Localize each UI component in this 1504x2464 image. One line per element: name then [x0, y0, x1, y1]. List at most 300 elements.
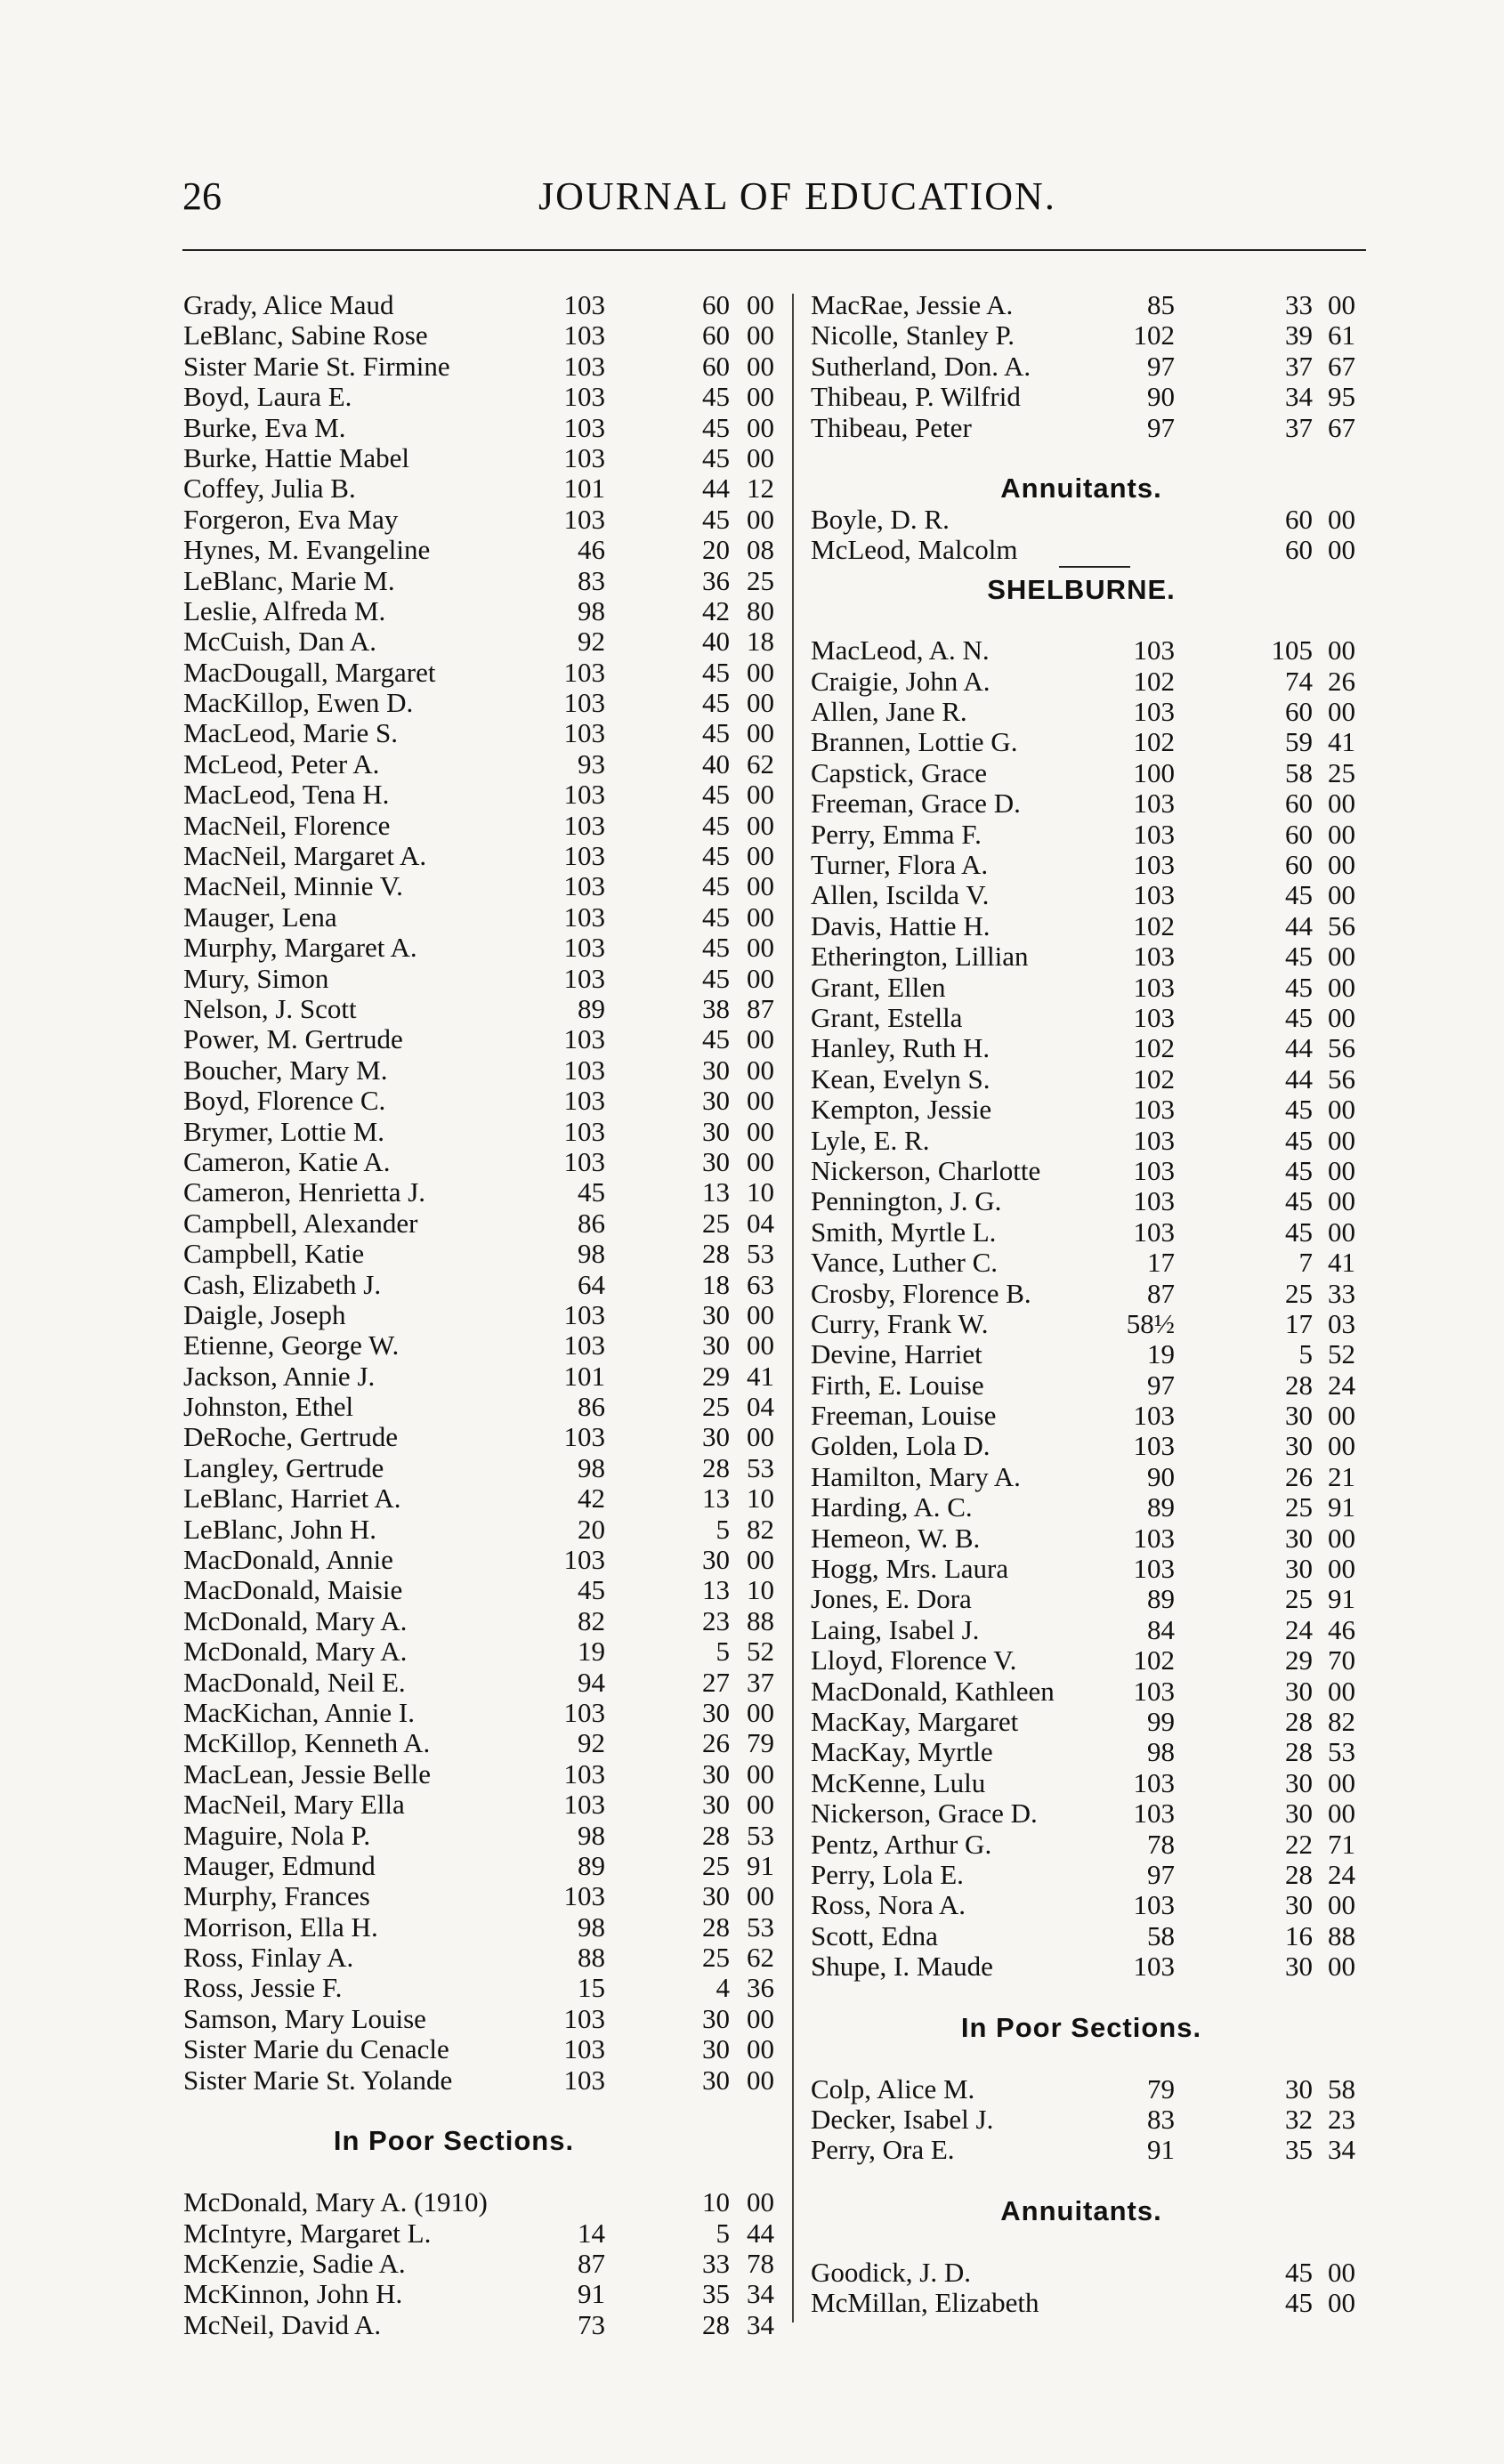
entry-name: MacLeod, A. N.: [811, 634, 990, 666]
entry-name: Murphy, Margaret A.: [183, 932, 417, 964]
entry-dollars: 30: [702, 1757, 730, 1789]
entry-cents: 00: [747, 350, 774, 382]
table-row: [178, 2186, 774, 2218]
entry-dollars: 30: [702, 1789, 730, 1821]
table-row: [178, 809, 774, 841]
entry-cents: 25: [747, 564, 774, 596]
table-row: [805, 1186, 1384, 1216]
entry-rate: 103: [1133, 1766, 1175, 1798]
entry-cents: 00: [747, 932, 774, 964]
table-row: [178, 1819, 774, 1851]
entry-cents: 00: [1328, 1400, 1355, 1432]
table-row: [178, 1513, 774, 1545]
entry-dollars: 5: [716, 1636, 730, 1668]
entry-rate: 83: [1147, 2104, 1175, 2136]
entry-dollars: 29: [1285, 1644, 1313, 1676]
table-row: [805, 505, 1384, 535]
entry-dollars: 30: [702, 1298, 730, 1330]
entry-rate: 102: [1133, 909, 1175, 941]
entry-name: MacLean, Jessie Belle: [183, 1757, 432, 1789]
entry-name: MacNeil, Mary Ella: [183, 1789, 405, 1821]
table-row: [178, 901, 774, 933]
entry-cents: 34: [747, 2308, 774, 2340]
entry-rate: 103: [1133, 1154, 1175, 1186]
entry-name: McKenzie, Sadie A.: [183, 2248, 406, 2279]
entry-dollars: 25: [1285, 1277, 1313, 1309]
entry-name: Ross, Finlay A.: [183, 1942, 354, 1974]
table-row: [805, 941, 1384, 972]
entry-rate: 103: [1133, 1124, 1175, 1156]
entry-name: Leslie, Alfreda M.: [183, 594, 386, 626]
entry-dollars: 45: [1285, 1001, 1313, 1033]
entry-dollars: 45: [1285, 1124, 1313, 1156]
table-row: [805, 1523, 1384, 1554]
entry-name: Cash, Elizabeth J.: [183, 1268, 382, 1300]
entry-name: Goodick, J. D.: [811, 2257, 971, 2288]
table-row: [178, 1298, 774, 1330]
entry-name: LeBlanc, Sabine Rose: [183, 319, 428, 351]
entry-cents: 46: [1328, 1613, 1355, 1645]
table-row: [178, 1238, 774, 1270]
table-row: [805, 1645, 1384, 1676]
entry-rate: 90: [1147, 381, 1175, 413]
table-row: [178, 1727, 774, 1759]
entry-cents: 10: [747, 1482, 774, 1515]
entry-cents: 00: [747, 2033, 774, 2065]
header-rule: [182, 249, 1366, 251]
entry-name: MacDonald, Annie: [183, 1544, 393, 1576]
entry-dollars: 45: [702, 441, 730, 473]
entry-rate: 97: [1147, 411, 1175, 443]
section-heading-poor: In Poor Sections.: [960, 2011, 1202, 2043]
entry-dollars: 45: [702, 962, 730, 994]
entry-dollars: 18: [702, 1268, 730, 1300]
entry-rate: 103: [563, 779, 605, 811]
entry-rate: 97: [1147, 350, 1175, 382]
entry-cents: 00: [1328, 1522, 1355, 1554]
table-row: [805, 1156, 1384, 1186]
entry-dollars: 33: [702, 2248, 730, 2279]
entry-cents: 91: [1328, 1491, 1355, 1523]
entry-name: McLeod, Peter A.: [183, 747, 380, 780]
entry-name: MacKay, Myrtle: [811, 1736, 993, 1768]
entry-dollars: 27: [702, 1666, 730, 1698]
table-row: [178, 1054, 774, 1086]
entry-cents: 18: [747, 626, 774, 658]
entry-name: Freeman, Grace D.: [811, 788, 1021, 820]
section-heading-poor: In Poor Sections.: [333, 2125, 575, 2157]
entry-dollars: 13: [702, 1176, 730, 1208]
table-row: [805, 1860, 1384, 1890]
entry-cents: 24: [1328, 1858, 1355, 1890]
entry-cents: 00: [1328, 289, 1355, 320]
entry-rate: 103: [563, 1023, 605, 1055]
entry-dollars: 42: [702, 594, 730, 626]
entry-cents: 00: [747, 2002, 774, 2034]
entry-cents: 36: [747, 1972, 774, 2004]
table-row: [805, 1033, 1384, 1063]
table-row: [178, 1145, 774, 1177]
entry-cents: 00: [747, 1329, 774, 1361]
entry-rate: 103: [1133, 1400, 1175, 1432]
entry-cents: 71: [1328, 1828, 1355, 1860]
left-column: [178, 289, 774, 2340]
entry-name: Campbell, Katie: [183, 1238, 365, 1270]
entry-dollars: 28: [1285, 1705, 1313, 1737]
entry-rate: 98: [578, 1451, 605, 1483]
entry-dollars: 30: [1285, 1400, 1313, 1432]
entry-dollars: 45: [702, 840, 730, 872]
entry-dollars: 45: [702, 687, 730, 719]
entry-rate: 92: [578, 1727, 605, 1759]
table-row: [805, 1095, 1384, 1125]
entry-cents: 08: [747, 534, 774, 566]
entry-rate: 103: [1133, 634, 1175, 666]
table-row: [178, 289, 774, 320]
entry-name: Daigle, Joseph: [183, 1298, 346, 1330]
table-row: [805, 290, 1384, 320]
entry-rate: 45: [578, 1574, 605, 1606]
table-row: [178, 1482, 774, 1515]
entry-dollars: 4: [716, 1972, 730, 2004]
table-row: [178, 2248, 774, 2279]
entry-name: Coffey, Julia B.: [183, 473, 356, 505]
entry-name: McCuish, Dan A.: [183, 626, 376, 658]
entry-dollars: 34: [1285, 381, 1313, 413]
entry-dollars: 20: [702, 534, 730, 566]
entry-rate: 103: [563, 319, 605, 351]
entry-cents: 24: [1328, 1369, 1355, 1401]
entry-dollars: 30: [702, 1880, 730, 1912]
table-row: [178, 2278, 774, 2310]
entry-name: Allen, Jane R.: [811, 696, 967, 728]
entry-name: McMillan, Elizabeth: [811, 2287, 1039, 2319]
table-row: [178, 411, 774, 443]
entry-name: Turner, Flora A.: [811, 849, 989, 881]
table-row: [805, 1492, 1384, 1523]
entry-cents: 62: [747, 1942, 774, 1974]
entry-rate: 103: [563, 1298, 605, 1330]
spacer: [805, 605, 1384, 635]
table-row: [178, 2217, 774, 2249]
entry-rate: 103: [563, 809, 605, 841]
table-row: [805, 1401, 1384, 1431]
entry-rate: 103: [1133, 971, 1175, 1003]
table-row: [805, 1921, 1384, 1951]
table-row: [178, 717, 774, 749]
entry-dollars: 25: [702, 1849, 730, 1881]
entry-cents: 10: [747, 1574, 774, 1606]
table-row: [178, 840, 774, 872]
table-row: [805, 2074, 1384, 2104]
entry-cents: 00: [1328, 1675, 1355, 1707]
entry-name: Etienne, George W.: [183, 1329, 400, 1361]
entry-rate: 103: [1133, 696, 1175, 728]
entry-cents: 23: [1328, 2104, 1355, 2136]
entry-cents: 00: [747, 411, 774, 443]
table-row: [805, 1248, 1384, 1278]
entry-cents: 00: [1328, 818, 1355, 850]
entry-name: McKillop, Kenneth A.: [183, 1727, 431, 1759]
entry-rate: 93: [578, 747, 605, 780]
entry-cents: 00: [1328, 2287, 1355, 2319]
entry-rate: 98: [578, 1819, 605, 1851]
entry-cents: 53: [747, 1451, 774, 1483]
entry-rate: 102: [1133, 1032, 1175, 1064]
entry-cents: 00: [1328, 1430, 1355, 1462]
entry-dollars: 45: [702, 779, 730, 811]
table-row: [178, 594, 774, 626]
entry-rate: 97: [1147, 1369, 1175, 1401]
entry-dollars: 45: [702, 901, 730, 933]
table-row: [805, 1768, 1384, 1798]
entry-name: Smith, Myrtle L.: [811, 1216, 997, 1248]
entry-cents: 53: [1328, 1736, 1355, 1768]
entry-cents: 00: [747, 870, 774, 902]
table-row: [178, 1911, 774, 1943]
entry-dollars: 45: [702, 870, 730, 902]
entry-name: Murphy, Frances: [183, 1880, 370, 1912]
section-heading-annuitants-2: Annuitants.: [1000, 2195, 1162, 2227]
entry-name: MacRae, Jessie A.: [811, 289, 1014, 320]
entry-dollars: 37: [1285, 411, 1313, 443]
table-row: [178, 1666, 774, 1698]
entry-name: Freeman, Louise: [811, 1400, 997, 1432]
table-row: [178, 1880, 774, 1912]
entry-rate: 46: [578, 534, 605, 566]
entry-rate: 103: [1133, 1675, 1175, 1707]
entry-rate: 84: [1147, 1613, 1175, 1645]
entry-dollars: 45: [1285, 879, 1313, 911]
entry-rate: 17: [1147, 1247, 1175, 1279]
entry-cents: 91: [1328, 1583, 1355, 1615]
entry-rate: 103: [1133, 1798, 1175, 1830]
entry-dollars: 16: [1285, 1919, 1313, 1951]
table-row: [805, 413, 1384, 443]
table-row: [805, 758, 1384, 788]
entry-rate: 98: [578, 594, 605, 626]
entry-name: Scott, Edna: [811, 1919, 938, 1951]
entry-name: Ross, Nora A.: [811, 1889, 966, 1921]
entry-dollars: 30: [1285, 1553, 1313, 1585]
entry-dollars: 23: [702, 1604, 730, 1636]
table-row: [805, 351, 1384, 382]
entry-name: McKinnon, John H.: [183, 2278, 403, 2310]
entry-name: Maguire, Nola P.: [183, 1819, 371, 1851]
table-row: [805, 1126, 1384, 1156]
entry-rate: 82: [578, 1604, 605, 1636]
entry-cents: 00: [1328, 849, 1355, 881]
entry-dollars: 30: [1285, 1675, 1313, 1707]
entry-name: Thibeau, P. Wilfrid: [811, 381, 1021, 413]
entry-dollars: 38: [702, 992, 730, 1024]
table-row: [805, 1554, 1384, 1584]
table-row: [178, 381, 774, 413]
entry-rate: 94: [578, 1666, 605, 1698]
table-row: [805, 1707, 1384, 1737]
table-row: [805, 1217, 1384, 1248]
entry-name: Lyle, E. R.: [811, 1124, 930, 1156]
entry-cents: 00: [1328, 1766, 1355, 1798]
entry-rate: 89: [578, 1849, 605, 1881]
table-row: [178, 932, 774, 964]
entry-rate: 103: [563, 381, 605, 413]
table-row: [178, 1574, 774, 1606]
entry-rate: 89: [1147, 1583, 1175, 1615]
entry-cents: 61: [1328, 319, 1355, 351]
table-row: [178, 1268, 774, 1300]
entry-cents: 12: [747, 473, 774, 505]
entry-name: McLeod, Malcolm: [811, 534, 1018, 566]
entry-dollars: 60: [702, 289, 730, 320]
entry-dollars: 45: [1285, 2257, 1313, 2288]
entry-cents: 95: [1328, 381, 1355, 413]
entry-rate: 102: [1133, 726, 1175, 758]
entry-name: Mauger, Lena: [183, 901, 337, 933]
table-row: [805, 535, 1384, 565]
entry-rate: 90: [1147, 1460, 1175, 1492]
entry-dollars: 30: [1285, 1798, 1313, 1830]
entry-cents: 00: [1328, 696, 1355, 728]
table-row: [805, 1370, 1384, 1401]
entry-cents: 00: [1328, 1124, 1355, 1156]
entry-rate: 103: [1133, 818, 1175, 850]
entry-dollars: 25: [702, 1391, 730, 1423]
entry-rate: 87: [578, 2248, 605, 2279]
table-row: [178, 687, 774, 719]
entry-dollars: 45: [702, 932, 730, 964]
table-row: [805, 2258, 1384, 2288]
table-row: [805, 697, 1384, 727]
table-row: [805, 666, 1384, 697]
entry-name: Johnston, Ethel: [183, 1391, 354, 1423]
entry-dollars: 45: [1285, 2287, 1313, 2319]
entry-rate: 103: [563, 1544, 605, 1576]
table-row: [178, 1421, 774, 1453]
entry-name: Nickerson, Charlotte: [811, 1154, 1041, 1186]
table-row: [805, 1830, 1384, 1860]
entry-dollars: 25: [702, 1207, 730, 1239]
entry-dollars: 30: [1285, 1889, 1313, 1921]
entry-cents: 82: [747, 1513, 774, 1545]
entry-cents: 56: [1328, 1062, 1355, 1095]
entry-name: MacNeil, Minnie V.: [183, 870, 403, 902]
entry-cents: 41: [1328, 1247, 1355, 1279]
entry-cents: 00: [1328, 634, 1355, 666]
entry-name: DeRoche, Gertrude: [183, 1421, 399, 1453]
entry-cents: 70: [1328, 1644, 1355, 1676]
entry-cents: 34: [747, 2278, 774, 2310]
entry-dollars: 25: [1285, 1491, 1313, 1523]
entry-rate: 103: [563, 503, 605, 535]
entry-name: McDonald, Mary A. (1910): [183, 2186, 488, 2218]
table-row: [805, 880, 1384, 910]
entry-rate: 20: [578, 1513, 605, 1545]
entry-rate: 83: [578, 564, 605, 596]
entry-rate: 89: [578, 992, 605, 1024]
entry-rate: 103: [1133, 1216, 1175, 1248]
entry-cents: 00: [1328, 1154, 1355, 1186]
entry-cents: 52: [1328, 1338, 1355, 1370]
table-row: [178, 441, 774, 473]
entry-dollars: 35: [1285, 2134, 1313, 2166]
entry-cents: 52: [747, 1636, 774, 1668]
entry-name: Colp, Alice M.: [811, 2072, 975, 2104]
entry-name: Allen, Iscilda V.: [811, 879, 990, 911]
entry-cents: 53: [747, 1238, 774, 1270]
entry-dollars: 30: [702, 2002, 730, 2034]
entry-rate: 91: [1147, 2134, 1175, 2166]
entry-rate: 103: [563, 411, 605, 443]
entry-name: Kean, Evelyn S.: [811, 1062, 991, 1095]
entry-dollars: 7: [1298, 1247, 1313, 1279]
entry-cents: 00: [747, 441, 774, 473]
spacer: [805, 2227, 1384, 2258]
entry-dollars: 45: [1285, 1154, 1313, 1186]
entry-name: Power, M. Gertrude: [183, 1023, 403, 1055]
entry-cents: 53: [747, 1911, 774, 1943]
table-row: [805, 635, 1384, 666]
entry-name: MacLeod, Marie S.: [183, 717, 399, 749]
entry-dollars: 33: [1285, 289, 1313, 320]
entry-cents: 25: [1328, 756, 1355, 788]
table-row: [805, 320, 1384, 351]
entry-rate: 102: [1133, 665, 1175, 697]
entry-rate: 89: [1147, 1491, 1175, 1523]
table-row: [178, 473, 774, 505]
entry-rate: 103: [1133, 1001, 1175, 1033]
entry-cents: 00: [747, 2064, 774, 2096]
entry-rate: 103: [563, 932, 605, 964]
entry-name: Hynes, M. Evangeline: [183, 534, 431, 566]
table-row: [178, 747, 774, 780]
entry-dollars: 28: [702, 2308, 730, 2340]
entry-name: Sutherland, Don. A.: [811, 350, 1031, 382]
table-row: [178, 2033, 774, 2065]
spacer: [805, 2043, 1384, 2073]
entry-rate: 103: [563, 441, 605, 473]
entry-cents: 00: [747, 1023, 774, 1055]
entry-name: Shupe, I. Maude: [811, 1951, 993, 1983]
entry-name: Pentz, Arthur G.: [811, 1828, 992, 1860]
entry-name: Harding, A. C.: [811, 1491, 973, 1523]
entry-rate: 79: [1147, 2072, 1175, 2104]
table-row: [178, 870, 774, 902]
entry-cents: 41: [747, 1360, 774, 1392]
entry-rate: 103: [563, 289, 605, 320]
entry-name: Hemeon, W. B.: [811, 1522, 981, 1554]
entry-cents: 00: [747, 1696, 774, 1728]
entry-rate: 101: [563, 1360, 605, 1392]
entry-cents: 78: [747, 2248, 774, 2279]
entry-name: Curry, Frank W.: [811, 1307, 989, 1339]
table-row: [178, 2002, 774, 2034]
entry-name: Ross, Jessie F.: [183, 1972, 343, 2004]
table-row: [805, 1798, 1384, 1829]
entry-dollars: 30: [702, 1696, 730, 1728]
entry-rate: 103: [563, 1696, 605, 1728]
table-row: [178, 1329, 774, 1361]
entry-cents: 56: [1328, 1032, 1355, 1064]
table-row: [178, 626, 774, 658]
entry-rate: 103: [1133, 879, 1175, 911]
entry-rate: 99: [1147, 1705, 1175, 1737]
entry-name: Grady, Alice Maud: [183, 289, 394, 320]
entry-dollars: 60: [1285, 818, 1313, 850]
entry-dollars: 60: [1285, 503, 1313, 535]
entry-rate: 103: [563, 2002, 605, 2034]
entry-dollars: 28: [702, 1238, 730, 1270]
